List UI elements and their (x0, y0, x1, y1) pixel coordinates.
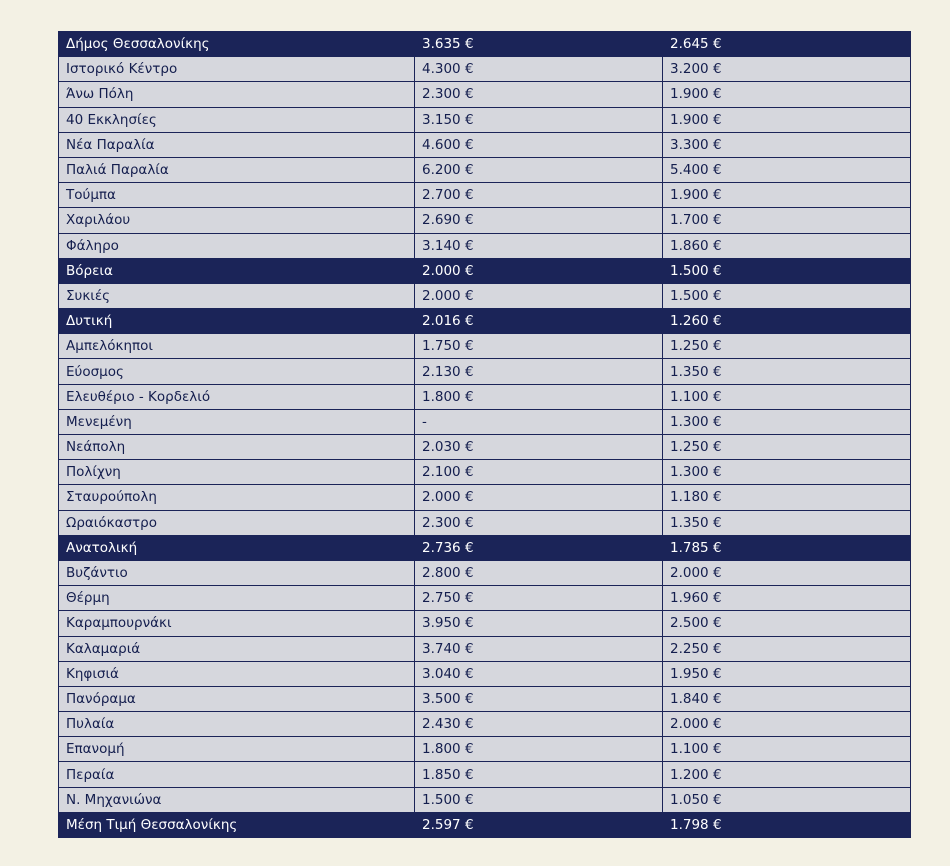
cell-value2: 2.645 € (663, 32, 911, 57)
table-row (59, 510, 911, 535)
cell-value1: 2.750 € (415, 586, 663, 611)
table-row (59, 283, 911, 308)
table-row (59, 157, 911, 182)
cell-area: Βόρεια (59, 258, 415, 283)
cell-value2: 1.700 € (663, 208, 911, 233)
cell-value1: 1.850 € (415, 762, 663, 787)
cell-value1: 1.500 € (415, 787, 663, 812)
cell-value1: 2.016 € (415, 309, 663, 334)
table-row (59, 258, 911, 283)
cell-area: Νέα Παραλία (59, 132, 415, 157)
cell-area: Ν. Μηχανιώνα (59, 787, 415, 812)
cell-value1: 1.800 € (415, 737, 663, 762)
cell-value1: 2.690 € (415, 208, 663, 233)
table-row (59, 409, 911, 434)
cell-area: Σταυρούπολη (59, 485, 415, 510)
cell-value2: 1.798 € (663, 812, 911, 837)
cell-value2: 1.900 € (663, 183, 911, 208)
cell-area: Βυζάντιο (59, 560, 415, 585)
table-row (59, 384, 911, 409)
cell-value1: 2.800 € (415, 560, 663, 585)
table-row (59, 535, 911, 560)
cell-value2: 1.050 € (663, 787, 911, 812)
cell-value1: 3.500 € (415, 686, 663, 711)
cell-area: Ανατολική (59, 535, 415, 560)
cell-value2: 1.300 € (663, 409, 911, 434)
price-table-body (59, 32, 911, 838)
cell-area: Καραμπουρνάκι (59, 611, 415, 636)
table-row (59, 233, 911, 258)
table-row (59, 359, 911, 384)
cell-area: Νεάπολη (59, 435, 415, 460)
cell-value2: 3.300 € (663, 132, 911, 157)
cell-value2: 1.300 € (663, 460, 911, 485)
cell-value1: 2.300 € (415, 510, 663, 535)
table-row (59, 812, 911, 837)
cell-value2: 1.950 € (663, 661, 911, 686)
cell-area: Πανόραμα (59, 686, 415, 711)
table-row (59, 787, 911, 812)
cell-area: Ελευθέριο - Κορδελιό (59, 384, 415, 409)
table-row (59, 485, 911, 510)
cell-area: Πολίχνη (59, 460, 415, 485)
cell-value1: 3.950 € (415, 611, 663, 636)
cell-area: Επανομή (59, 737, 415, 762)
cell-value1: 3.635 € (415, 32, 663, 57)
cell-value2: 1.900 € (663, 82, 911, 107)
cell-value1: 6.200 € (415, 157, 663, 182)
cell-value1: 2.700 € (415, 183, 663, 208)
cell-area: Εύοσμος (59, 359, 415, 384)
cell-value2: 1.500 € (663, 283, 911, 308)
cell-area: Χαριλάου (59, 208, 415, 233)
table-row (59, 762, 911, 787)
cell-value1: 2.030 € (415, 435, 663, 460)
cell-value2: 1.180 € (663, 485, 911, 510)
cell-area: Καλαμαριά (59, 636, 415, 661)
cell-area: Πυλαία (59, 712, 415, 737)
cell-area: Δήμος Θεσσαλονίκης (59, 32, 415, 57)
cell-value2: 1.350 € (663, 359, 911, 384)
cell-value2: 1.100 € (663, 737, 911, 762)
cell-value1: 4.600 € (415, 132, 663, 157)
table-row (59, 686, 911, 711)
cell-value1: 2.000 € (415, 258, 663, 283)
cell-value2: 1.100 € (663, 384, 911, 409)
cell-area: Ωραιόκαστρο (59, 510, 415, 535)
cell-area: Περαία (59, 762, 415, 787)
cell-value1: 2.130 € (415, 359, 663, 384)
cell-value1: - (415, 409, 663, 434)
table-row (59, 661, 911, 686)
cell-area: Θέρμη (59, 586, 415, 611)
cell-area: Μέση Τιμή Θεσσαλονίκης (59, 812, 415, 837)
cell-value1: 2.000 € (415, 283, 663, 308)
cell-area: Άνω Πόλη (59, 82, 415, 107)
cell-value1: 2.736 € (415, 535, 663, 560)
table-row (59, 309, 911, 334)
cell-value2: 2.250 € (663, 636, 911, 661)
cell-area: Φάληρο (59, 233, 415, 258)
table-row (59, 107, 911, 132)
table-row (59, 586, 911, 611)
cell-value2: 1.840 € (663, 686, 911, 711)
cell-value2: 1.260 € (663, 309, 911, 334)
cell-value1: 4.300 € (415, 57, 663, 82)
cell-value2: 1.250 € (663, 334, 911, 359)
cell-value2: 1.350 € (663, 510, 911, 535)
cell-value1: 3.140 € (415, 233, 663, 258)
cell-value2: 1.500 € (663, 258, 911, 283)
cell-value2: 1.860 € (663, 233, 911, 258)
cell-value1: 3.150 € (415, 107, 663, 132)
cell-area: Ιστορικό Κέντρο (59, 57, 415, 82)
cell-area: Παλιά Παραλία (59, 157, 415, 182)
cell-area: Μενεμένη (59, 409, 415, 434)
table-row (59, 636, 911, 661)
table-row (59, 611, 911, 636)
cell-area: Κηφισιά (59, 661, 415, 686)
cell-value2: 5.400 € (663, 157, 911, 182)
table-row (59, 132, 911, 157)
cell-value2: 1.250 € (663, 435, 911, 460)
table-row (59, 560, 911, 585)
cell-value2: 3.200 € (663, 57, 911, 82)
table-row (59, 208, 911, 233)
cell-value1: 3.040 € (415, 661, 663, 686)
price-table-container (58, 31, 886, 838)
cell-value1: 2.597 € (415, 812, 663, 837)
table-row (59, 460, 911, 485)
table-row (59, 32, 911, 57)
cell-value2: 1.900 € (663, 107, 911, 132)
cell-value2: 1.200 € (663, 762, 911, 787)
table-row (59, 334, 911, 359)
table-row (59, 57, 911, 82)
table-row (59, 435, 911, 460)
cell-value1: 1.800 € (415, 384, 663, 409)
cell-value1: 2.300 € (415, 82, 663, 107)
table-row (59, 82, 911, 107)
table-row (59, 183, 911, 208)
price-table (58, 31, 911, 838)
cell-area: Δυτική (59, 309, 415, 334)
cell-value1: 2.000 € (415, 485, 663, 510)
cell-value2: 2.000 € (663, 560, 911, 585)
table-row (59, 737, 911, 762)
cell-value1: 1.750 € (415, 334, 663, 359)
cell-value2: 2.500 € (663, 611, 911, 636)
table-row (59, 712, 911, 737)
cell-area: 40 Εκκλησίες (59, 107, 415, 132)
cell-value1: 2.430 € (415, 712, 663, 737)
cell-value2: 1.785 € (663, 535, 911, 560)
cell-value2: 2.000 € (663, 712, 911, 737)
cell-area: Αμπελόκηποι (59, 334, 415, 359)
cell-value1: 2.100 € (415, 460, 663, 485)
cell-area: Συκιές (59, 283, 415, 308)
cell-value1: 3.740 € (415, 636, 663, 661)
cell-value2: 1.960 € (663, 586, 911, 611)
cell-area: Τούμπα (59, 183, 415, 208)
